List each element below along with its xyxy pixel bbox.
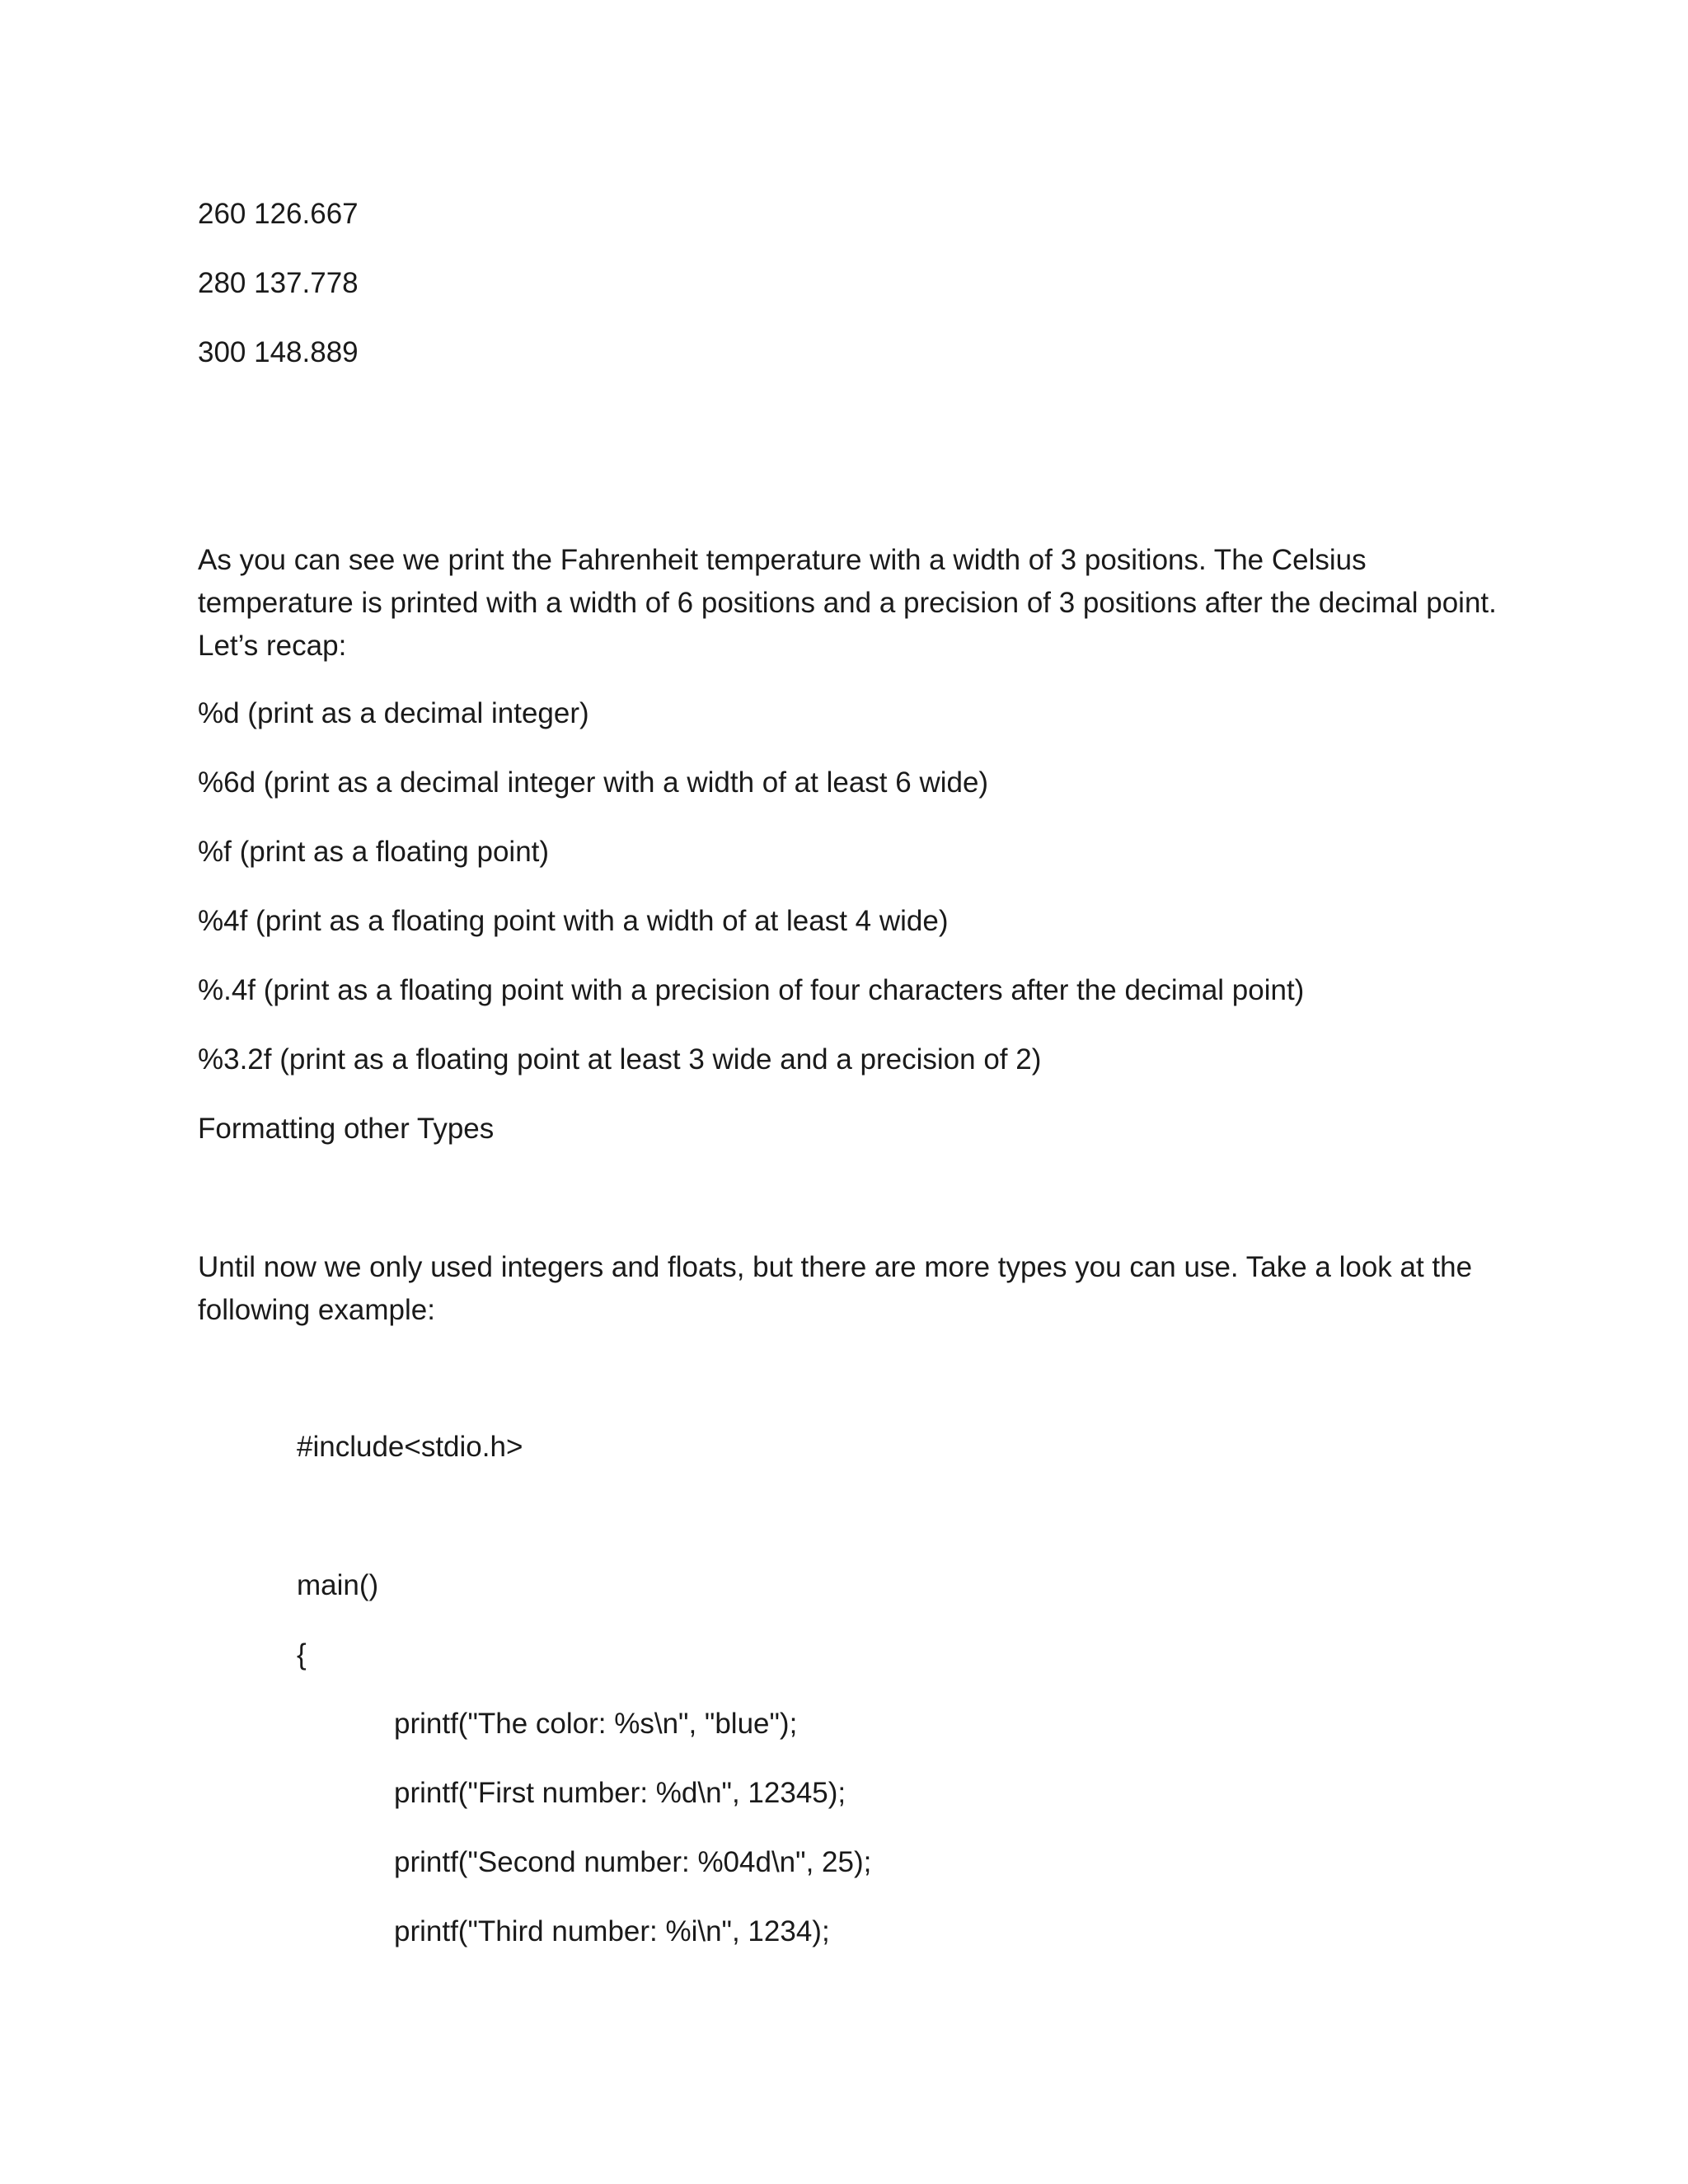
table-row: 300 148.889	[198, 336, 359, 368]
recap-item: %6d (print as a decimal integer with a width of at least 6 wide)	[198, 766, 989, 799]
intro-paragraph: As you can see we print the Fahrenheit temperature with a width of 3 positions. The Celsius temperature is printed with a width of 6 positions and a precision of 3 positions after the decimal point. Let’s recap:	[198, 544, 1497, 662]
table-row: 260 126.667	[198, 198, 359, 230]
code-main-line: main()	[297, 1569, 379, 1601]
recap-item: %f (print as a floating point)	[198, 836, 550, 868]
recap-item: %.4f (print as a floating point with a precision of four characters after the decimal point)	[198, 974, 1305, 1006]
code-include-line: #include<stdio.h>	[297, 1431, 523, 1463]
code-statement: printf("First number: %d\n", 12345);	[394, 1777, 846, 1809]
section-paragraph: Until now we only used integers and floats, but there are more types you can use. Take a look at the following example:	[198, 1251, 1473, 1326]
code-statement: printf("Third number: %i\n", 1234);	[394, 1915, 830, 1947]
code-statement: printf("The color: %s\n", "blue");	[394, 1708, 798, 1740]
code-open-brace: {	[297, 1638, 307, 1671]
table-row: 280 137.778	[198, 267, 359, 299]
recap-item: %4f (print as a floating point with a width of at least 4 wide)	[198, 905, 949, 937]
recap-item: %3.2f (print as a floating point at least 3 wide and a precision of 2)	[198, 1043, 1042, 1076]
section-heading: Formatting other Types	[198, 1113, 495, 1145]
code-statement: printf("Second number: %04d\n", 25);	[394, 1846, 872, 1878]
recap-item: %d (print as a decimal integer)	[198, 697, 589, 729]
